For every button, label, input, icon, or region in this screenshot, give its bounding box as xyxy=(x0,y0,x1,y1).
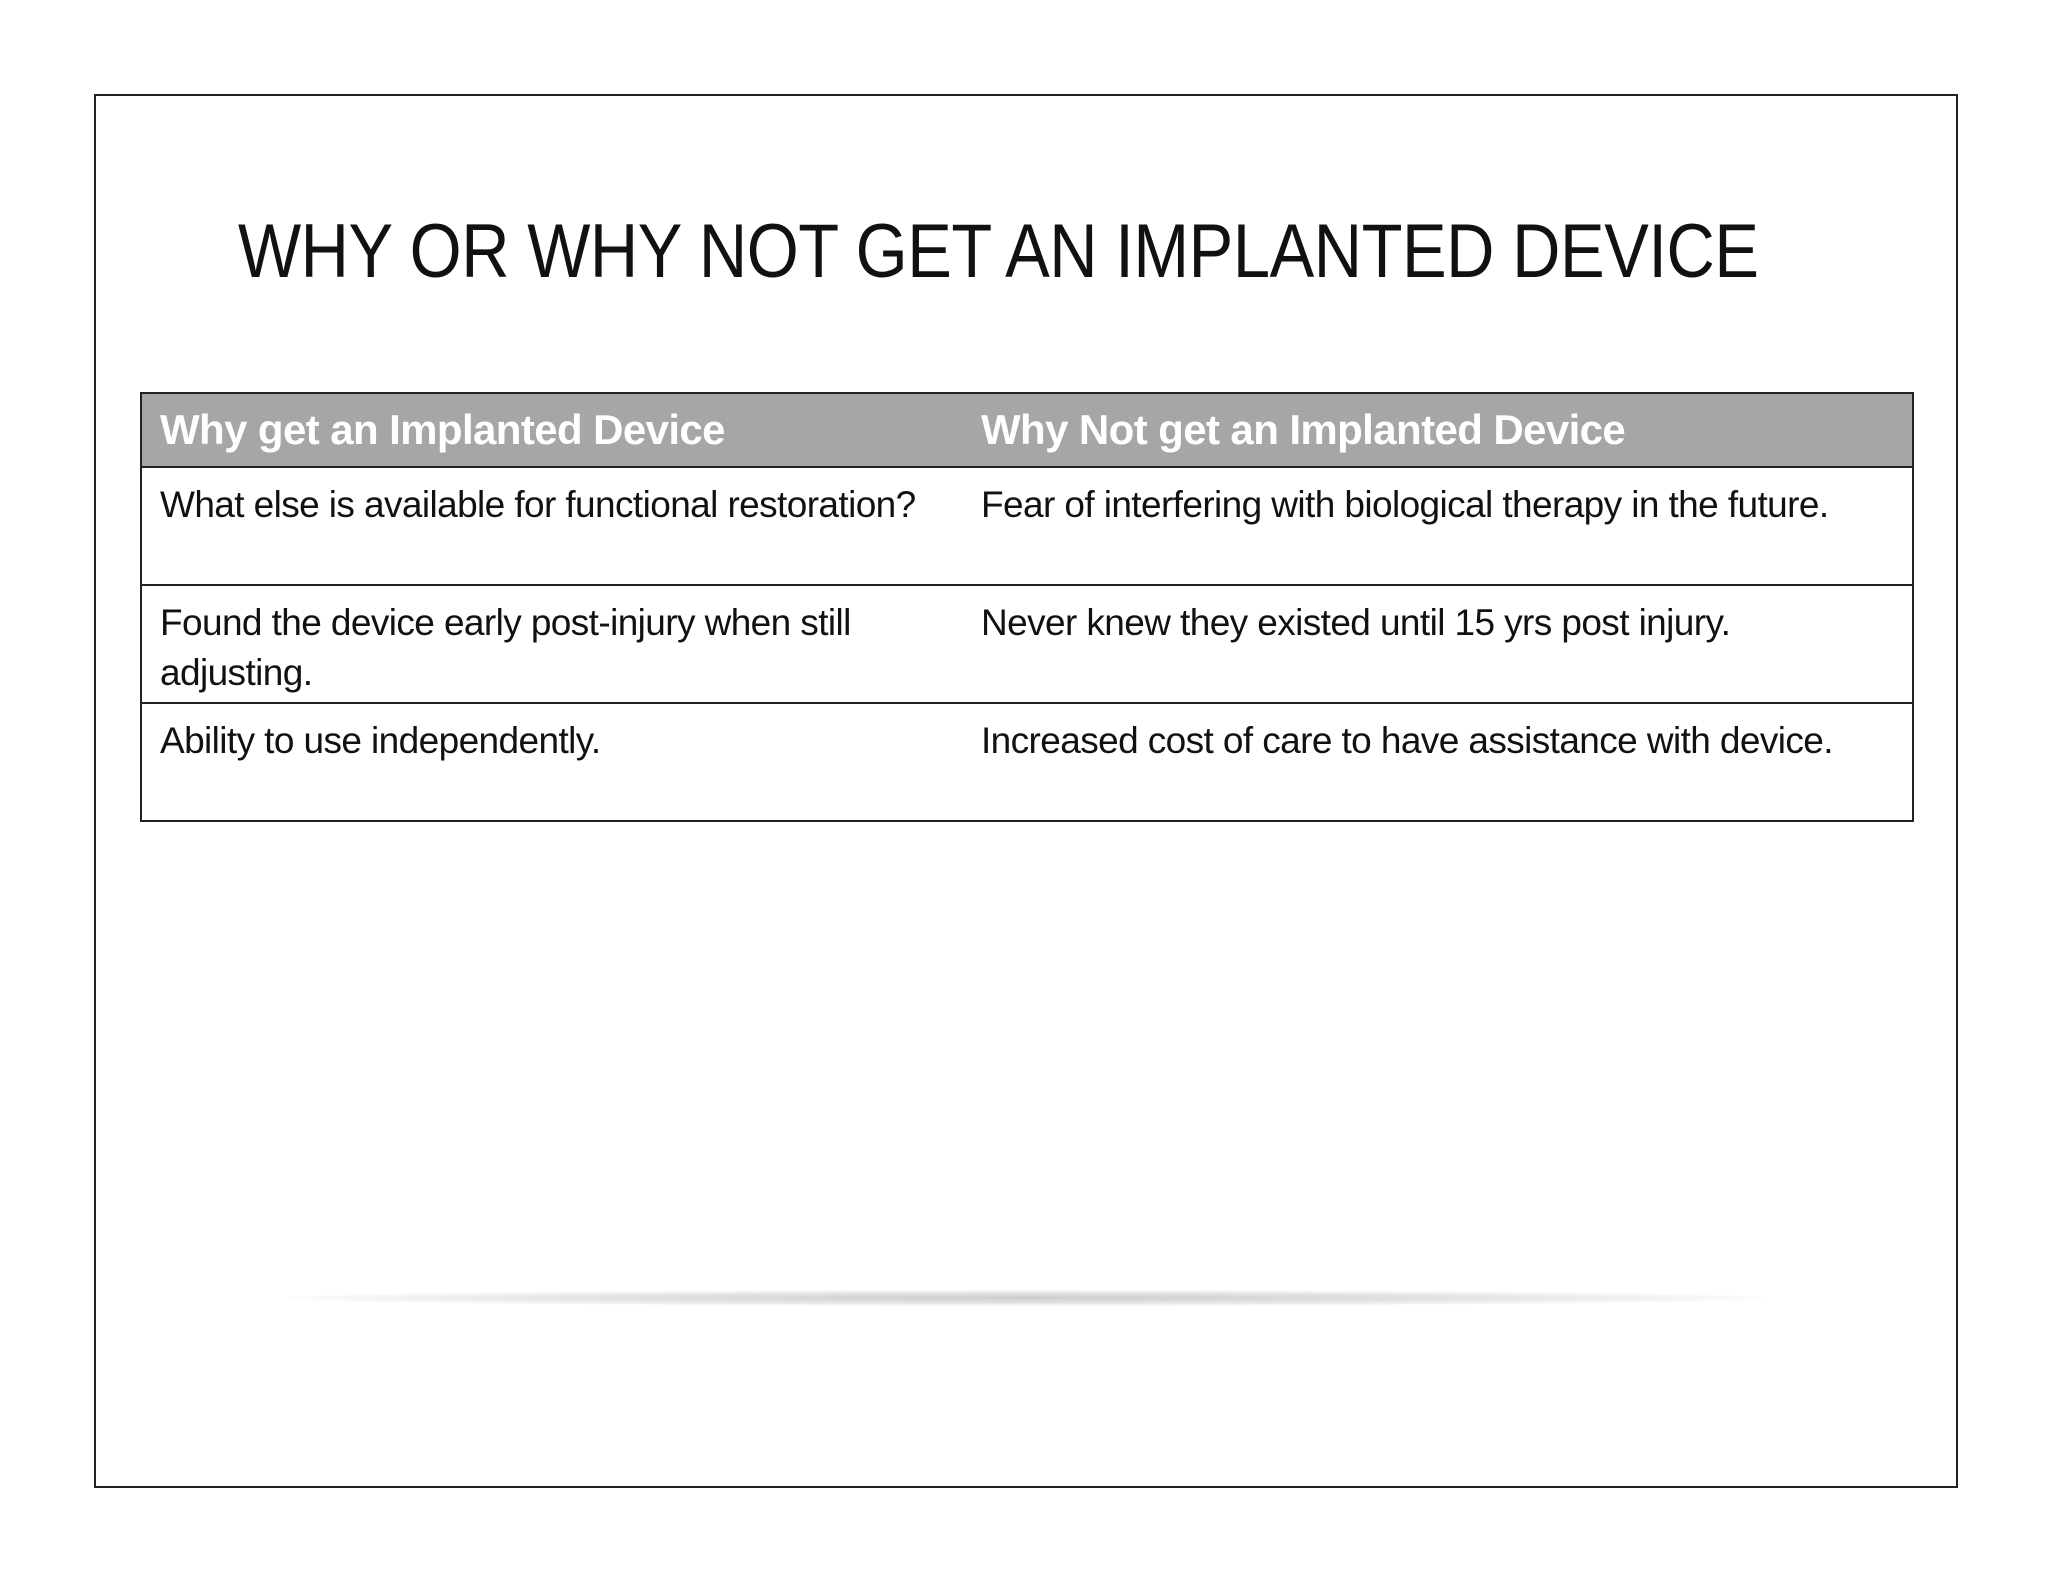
cell-text: Increased cost of care to have assistance with device. xyxy=(981,720,1833,761)
column-header-why: Why get an Implanted Device xyxy=(141,393,963,467)
decorative-shadow-line xyxy=(286,1290,1766,1306)
table-header-row xyxy=(141,393,1913,467)
table-row xyxy=(141,585,1913,703)
cell-text: Never knew they existed until 15 yrs post injury. xyxy=(981,602,1731,643)
table-cell-why-not xyxy=(963,467,1913,585)
table-cell-why xyxy=(141,467,963,585)
table-cell-why-not xyxy=(963,703,1913,821)
comparison-table xyxy=(140,392,1914,822)
slide-title: WHY OR WHY NOT GET AN IMPLANTED DEVICE xyxy=(238,209,1759,294)
cell-text: What else is available for functional restoration? xyxy=(160,484,916,525)
table-row xyxy=(141,467,1913,585)
slide-frame xyxy=(94,94,1958,1488)
table-cell-why xyxy=(141,703,963,821)
table-row xyxy=(141,703,1913,821)
table-cell-why-not xyxy=(963,585,1913,703)
cell-text: Fear of interfering with biological therapy in the future. xyxy=(981,484,1829,525)
column-header-why-not: Why Not get an Implanted Device xyxy=(963,393,1913,467)
cell-text: Ability to use independently. xyxy=(160,720,601,761)
cell-text: Found the device early post-injury when still adjusting. xyxy=(160,602,851,693)
table-cell-why xyxy=(141,585,963,703)
